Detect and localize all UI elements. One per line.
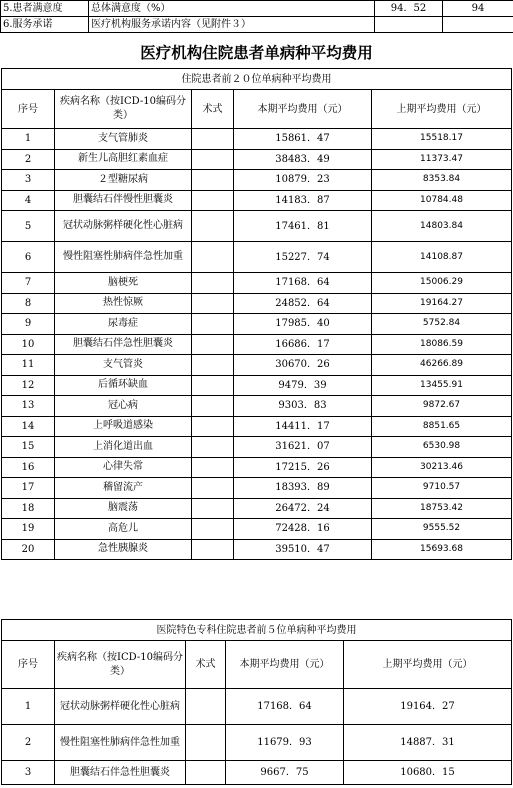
table-row xyxy=(2,242,512,273)
previous-cost: 5752.84 xyxy=(372,314,512,335)
table-caption: 住院患者前２０位单病种平均费用 xyxy=(2,69,512,90)
current-cost: 15227．74 xyxy=(234,242,372,273)
row-number: 18 xyxy=(2,498,55,519)
current-cost: 14411．17 xyxy=(234,416,372,437)
current-cost: 17168．64 xyxy=(226,689,344,725)
table-row xyxy=(1,1,513,17)
previous-cost: 9710.57 xyxy=(372,478,512,499)
previous-value: 94 xyxy=(443,1,513,17)
row-number: 10 xyxy=(2,334,55,355)
table-row xyxy=(2,334,512,355)
previous-cost: 10680．15 xyxy=(344,761,512,785)
disease-name: 冠状动脉粥样硬化性心脏病 xyxy=(55,689,186,725)
current-cost: 26472．24 xyxy=(234,498,372,519)
surgical-method xyxy=(186,761,226,785)
table-row xyxy=(2,478,512,499)
table-caption: 医院特色专科住院患者前５位单病种平均费用 xyxy=(2,620,512,641)
disease-name: 高危儿 xyxy=(55,519,192,540)
surgical-method xyxy=(192,519,234,540)
surgical-method xyxy=(192,170,234,191)
disease-name: 后循环缺血 xyxy=(55,375,192,396)
item-description: 医疗机构服务承诺内容（见附件３） xyxy=(89,17,375,33)
current-cost: 16686．17 xyxy=(234,334,372,355)
current-cost: 10879．23 xyxy=(234,170,372,191)
row-number: 2 xyxy=(2,725,55,761)
surgical-method xyxy=(192,273,234,294)
satisfaction-table-body xyxy=(1,1,513,33)
row-number: 19 xyxy=(2,519,55,540)
previous-cost: 9555.52 xyxy=(372,519,512,540)
current-cost: 24852．64 xyxy=(234,293,372,314)
row-number: 3 xyxy=(2,761,55,785)
surgical-method xyxy=(192,334,234,355)
surgical-method xyxy=(192,396,234,417)
header-current: 本期平均费用（元） xyxy=(226,641,344,689)
disease-name: 上消化道出血 xyxy=(55,437,192,458)
row-number: 6 xyxy=(2,242,55,273)
table-row xyxy=(2,375,512,396)
row-number: 12 xyxy=(2,375,55,396)
disease-name: 热性惊厥 xyxy=(55,293,192,314)
row-number: 5 xyxy=(2,211,55,242)
current-cost: 39510．47 xyxy=(234,539,372,560)
previous-cost: 46266.89 xyxy=(372,355,512,376)
header-previous: 上期平均费用（元） xyxy=(372,90,512,129)
table-row xyxy=(2,273,512,294)
previous-cost: 18753.42 xyxy=(372,498,512,519)
table-row xyxy=(2,761,512,785)
disease-name: 支气管炎 xyxy=(55,355,192,376)
previous-cost: 8353.84 xyxy=(372,170,512,191)
surgical-method xyxy=(192,149,234,170)
row-number: 1 xyxy=(2,129,55,150)
top20-cost-table xyxy=(1,68,512,560)
disease-name: 冠状动脉粥样硬化性心脏病 xyxy=(55,211,192,242)
table-row xyxy=(2,149,512,170)
table-row xyxy=(2,416,512,437)
current-cost: 9479．39 xyxy=(234,375,372,396)
row-number: 14 xyxy=(2,416,55,437)
previous-cost: 10784.48 xyxy=(372,190,512,211)
table-row xyxy=(1,17,513,33)
table-row xyxy=(2,293,512,314)
previous-cost: 14803.84 xyxy=(372,211,512,242)
table-row xyxy=(2,437,512,458)
header-method: 术式 xyxy=(186,641,226,689)
surgical-method xyxy=(192,457,234,478)
surgical-method xyxy=(192,129,234,150)
disease-name: 尿毒症 xyxy=(55,314,192,335)
table-row xyxy=(2,314,512,335)
disease-name: 脑震荡 xyxy=(55,498,192,519)
row-number: 16 xyxy=(2,457,55,478)
disease-name: ２型糖尿病 xyxy=(55,170,192,191)
disease-name: 冠心病 xyxy=(55,396,192,417)
surgical-method xyxy=(192,375,234,396)
row-number: 7 xyxy=(2,273,55,294)
row-number: 2 xyxy=(2,149,55,170)
surgical-method xyxy=(192,293,234,314)
row-number: 4 xyxy=(2,190,55,211)
table-row xyxy=(2,211,512,242)
header-previous: 上期平均费用（元） xyxy=(344,641,512,689)
table-row xyxy=(2,129,512,150)
current-cost: 15861．47 xyxy=(234,129,372,150)
table-row xyxy=(2,498,512,519)
current-cost: 11679．93 xyxy=(226,725,344,761)
current-cost: 38483．49 xyxy=(234,149,372,170)
disease-name: 急性胰腺炎 xyxy=(55,539,192,560)
previous-cost: 9872.67 xyxy=(372,396,512,417)
disease-name: 胆囊结石伴慢性胆囊炎 xyxy=(55,190,192,211)
surgical-method xyxy=(192,416,234,437)
surgical-method xyxy=(186,689,226,725)
header-disease: 疾病名称（按ICD-10编码分类） xyxy=(55,641,186,689)
disease-name: 胆囊结石伴急性胆囊炎 xyxy=(55,334,192,355)
table-row xyxy=(2,190,512,211)
surgical-method xyxy=(192,242,234,273)
previous-cost: 6530.98 xyxy=(372,437,512,458)
table-row xyxy=(2,689,512,725)
table-row xyxy=(2,396,512,417)
surgical-method xyxy=(192,355,234,376)
previous-cost: 18086.59 xyxy=(372,334,512,355)
previous-cost: 15006.29 xyxy=(372,273,512,294)
disease-name: 慢性阻塞性肺病伴急性加重 xyxy=(55,242,192,273)
table-row xyxy=(2,355,512,376)
previous-cost: 15518.17 xyxy=(372,129,512,150)
header-current: 本期平均费用（元） xyxy=(234,90,372,129)
current-cost: 9667．75 xyxy=(226,761,344,785)
row-number: 1 xyxy=(2,689,55,725)
row-number: 3 xyxy=(2,170,55,191)
row-number: 20 xyxy=(2,539,55,560)
current-cost: 17461．81 xyxy=(234,211,372,242)
surgical-method xyxy=(192,498,234,519)
surgical-method xyxy=(192,190,234,211)
header-disease: 疾病名称（按ICD-10编码分类） xyxy=(55,90,192,129)
row-number: 11 xyxy=(2,355,55,376)
disease-name: 上呼吸道感染 xyxy=(55,416,192,437)
current-cost: 31621．07 xyxy=(234,437,372,458)
current-cost: 9303．83 xyxy=(234,396,372,417)
surgical-method xyxy=(192,211,234,242)
surgical-method xyxy=(192,437,234,458)
row-number: 13 xyxy=(2,396,55,417)
previous-value xyxy=(443,17,513,33)
current-value xyxy=(375,17,443,33)
previous-cost: 19164．27 xyxy=(344,689,512,725)
previous-cost: 13455.91 xyxy=(372,375,512,396)
header-method: 术式 xyxy=(192,90,234,129)
header-no: 序号 xyxy=(2,641,55,689)
table-row xyxy=(2,539,512,560)
top20-table-body xyxy=(2,129,512,560)
surgical-method xyxy=(192,539,234,560)
previous-cost: 14108.87 xyxy=(372,242,512,273)
surgical-method xyxy=(186,725,226,761)
previous-cost: 14887．31 xyxy=(344,725,512,761)
disease-name: 慢性阻塞性肺病伴急性加重 xyxy=(55,725,186,761)
table-row xyxy=(2,170,512,191)
specialty-cost-table xyxy=(1,619,512,785)
current-cost: 72428．16 xyxy=(234,519,372,540)
surgical-method xyxy=(192,478,234,499)
row-number: 17 xyxy=(2,478,55,499)
current-cost: 17985．40 xyxy=(234,314,372,335)
current-cost: 17168．64 xyxy=(234,273,372,294)
page-title: 医疗机构住院患者单病种平均费用 xyxy=(140,44,373,62)
current-cost: 30670．26 xyxy=(234,355,372,376)
surgical-method xyxy=(192,314,234,335)
item-description: 总体满意度（%） xyxy=(89,1,375,17)
header-no: 序号 xyxy=(2,90,55,129)
table-row xyxy=(2,519,512,540)
disease-name: 脑梗死 xyxy=(55,273,192,294)
previous-cost: 15693.68 xyxy=(372,539,512,560)
current-cost: 18393．89 xyxy=(234,478,372,499)
disease-name: 稽留流产 xyxy=(55,478,192,499)
current-value: 94．52 xyxy=(375,1,443,17)
row-number: 8 xyxy=(2,293,55,314)
current-cost: 14183．87 xyxy=(234,190,372,211)
previous-cost: 19164.27 xyxy=(372,293,512,314)
item-name: 5.患者满意度 xyxy=(1,1,89,17)
current-cost: 17215．26 xyxy=(234,457,372,478)
item-name: 6.服务承诺 xyxy=(1,17,89,33)
row-number: 15 xyxy=(2,437,55,458)
table-row xyxy=(2,457,512,478)
disease-name: 心律失常 xyxy=(55,457,192,478)
previous-cost: 30213.46 xyxy=(372,457,512,478)
satisfaction-table xyxy=(0,0,513,33)
previous-cost: 11373.47 xyxy=(372,149,512,170)
row-number: 9 xyxy=(2,314,55,335)
disease-name: 新生儿高胆红素血症 xyxy=(55,149,192,170)
disease-name: 支气管肺炎 xyxy=(55,129,192,150)
table-row xyxy=(2,725,512,761)
previous-cost: 8851.65 xyxy=(372,416,512,437)
disease-name: 胆囊结石伴急性胆囊炎 xyxy=(55,761,186,785)
specialty-table-body xyxy=(2,689,512,785)
